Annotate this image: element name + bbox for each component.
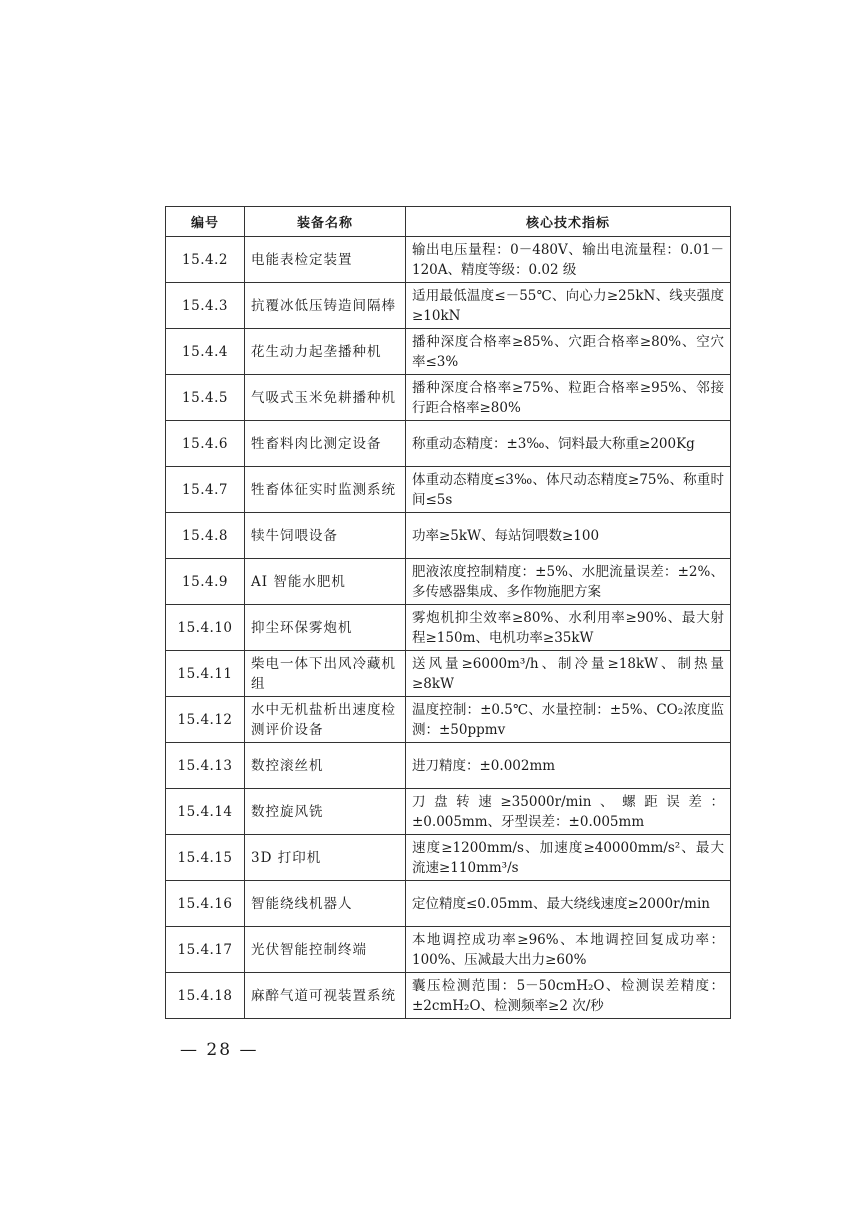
table-row [166, 927, 731, 973]
row-equipment-name: 柴电一体下出风冷藏机组 [245, 651, 406, 697]
row-core-spec: 进刀精度：±0.002mm [406, 743, 731, 789]
row-equipment-name: 牲畜料肉比测定设备 [245, 421, 406, 467]
table-row [166, 421, 731, 467]
row-core-spec: 刀盘转速≥35000r/min、螺距误差：±0.005mm、牙型误差：±0.005mm [406, 789, 731, 835]
row-equipment-name: 水中无机盐析出速度检测评价设备 [245, 697, 406, 743]
table-row [166, 283, 731, 329]
table-row [166, 973, 731, 1019]
row-number: 15.4.7 [166, 467, 245, 513]
row-equipment-name: 数控旋风铣 [245, 789, 406, 835]
table-row [166, 605, 731, 651]
header-core-spec: 核心技术指标 [406, 207, 731, 237]
row-equipment-name: AI 智能水肥机 [245, 559, 406, 605]
table-row [166, 789, 731, 835]
row-number: 15.4.4 [166, 329, 245, 375]
row-number: 15.4.10 [166, 605, 245, 651]
row-core-spec: 肥液浓度控制精度：±5%、水肥流量误差：±2%、多传感器集成、多作物施肥方案 [406, 559, 731, 605]
row-equipment-name: 智能绕线机器人 [245, 881, 406, 927]
table-row [166, 467, 731, 513]
table-row [166, 237, 731, 283]
table-row [166, 743, 731, 789]
table-body [166, 237, 731, 1019]
row-core-spec: 体重动态精度≤3‰、体尺动态精度≥75%、称重时间≤5s [406, 467, 731, 513]
row-core-spec: 定位精度≤0.05mm、最大绕线速度≥2000r/min [406, 881, 731, 927]
equipment-spec-table [165, 206, 731, 1019]
row-core-spec: 雾炮机抑尘效率≥80%、水利用率≥90%、最大射程≥150m、电机功率≥35kW [406, 605, 731, 651]
row-number: 15.4.16 [166, 881, 245, 927]
row-core-spec: 功率≥5kW、每站饲喂数≥100 [406, 513, 731, 559]
row-core-spec: 送风量≥6000m³/h、制冷量≥18kW、制热量≥8kW [406, 651, 731, 697]
page-number: — 28 — [180, 1040, 259, 1060]
row-equipment-name: 3D 打印机 [245, 835, 406, 881]
row-number: 15.4.11 [166, 651, 245, 697]
row-equipment-name: 气吸式玉米免耕播种机 [245, 375, 406, 421]
row-core-spec: 速度≥1200mm/s、加速度≥40000mm/s²、最大流速≥110mm³/s [406, 835, 731, 881]
row-number: 15.4.15 [166, 835, 245, 881]
row-number: 15.4.18 [166, 973, 245, 1019]
row-core-spec: 温度控制：±0.5℃、水量控制：±5%、CO₂浓度监测：±50ppmv [406, 697, 731, 743]
row-number: 15.4.12 [166, 697, 245, 743]
row-number: 15.4.5 [166, 375, 245, 421]
row-equipment-name: 抑尘环保雾炮机 [245, 605, 406, 651]
row-equipment-name: 麻醉气道可视装置系统 [245, 973, 406, 1019]
row-equipment-name: 电能表检定装置 [245, 237, 406, 283]
row-number: 15.4.3 [166, 283, 245, 329]
row-core-spec: 称重动态精度：±3‰、饲料最大称重≥200Kg [406, 421, 731, 467]
table-row [166, 329, 731, 375]
table-row [166, 697, 731, 743]
table-row [166, 513, 731, 559]
row-equipment-name: 犊牛饲喂设备 [245, 513, 406, 559]
row-number: 15.4.9 [166, 559, 245, 605]
row-equipment-name: 光伏智能控制终端 [245, 927, 406, 973]
row-core-spec: 输出电压量程：0－480V、输出电流量程：0.01－120A、精度等级：0.02 级 [406, 237, 731, 283]
row-number: 15.4.13 [166, 743, 245, 789]
row-core-spec: 播种深度合格率≥85%、穴距合格率≥80%、空穴率≤3% [406, 329, 731, 375]
row-core-spec: 适用最低温度≤－55℃、向心力≥25kN、线夹强度≥10kN [406, 283, 731, 329]
table-row [166, 559, 731, 605]
row-equipment-name: 抗覆冰低压铸造间隔棒 [245, 283, 406, 329]
row-number: 15.4.17 [166, 927, 245, 973]
table-row [166, 651, 731, 697]
row-core-spec: 播种深度合格率≥75%、粒距合格率≥95%、邻接行距合格率≥80% [406, 375, 731, 421]
row-equipment-name: 数控滚丝机 [245, 743, 406, 789]
row-number: 15.4.2 [166, 237, 245, 283]
row-equipment-name: 花生动力起垄播种机 [245, 329, 406, 375]
row-core-spec: 囊压检测范围：5－50cmH₂O、检测误差精度：±2cmH₂O、检测频率≥2 次/秒 [406, 973, 731, 1019]
row-number: 15.4.6 [166, 421, 245, 467]
row-core-spec: 本地调控成功率≥96%、本地调控回复成功率：100%、压减最大出力≥60% [406, 927, 731, 973]
row-number: 15.4.14 [166, 789, 245, 835]
row-equipment-name: 牲畜体征实时监测系统 [245, 467, 406, 513]
header-number: 编号 [166, 207, 245, 237]
table-row [166, 835, 731, 881]
row-number: 15.4.8 [166, 513, 245, 559]
table-header-row [166, 207, 731, 237]
table-row [166, 375, 731, 421]
table-row [166, 881, 731, 927]
header-equipment-name: 装备名称 [245, 207, 406, 237]
